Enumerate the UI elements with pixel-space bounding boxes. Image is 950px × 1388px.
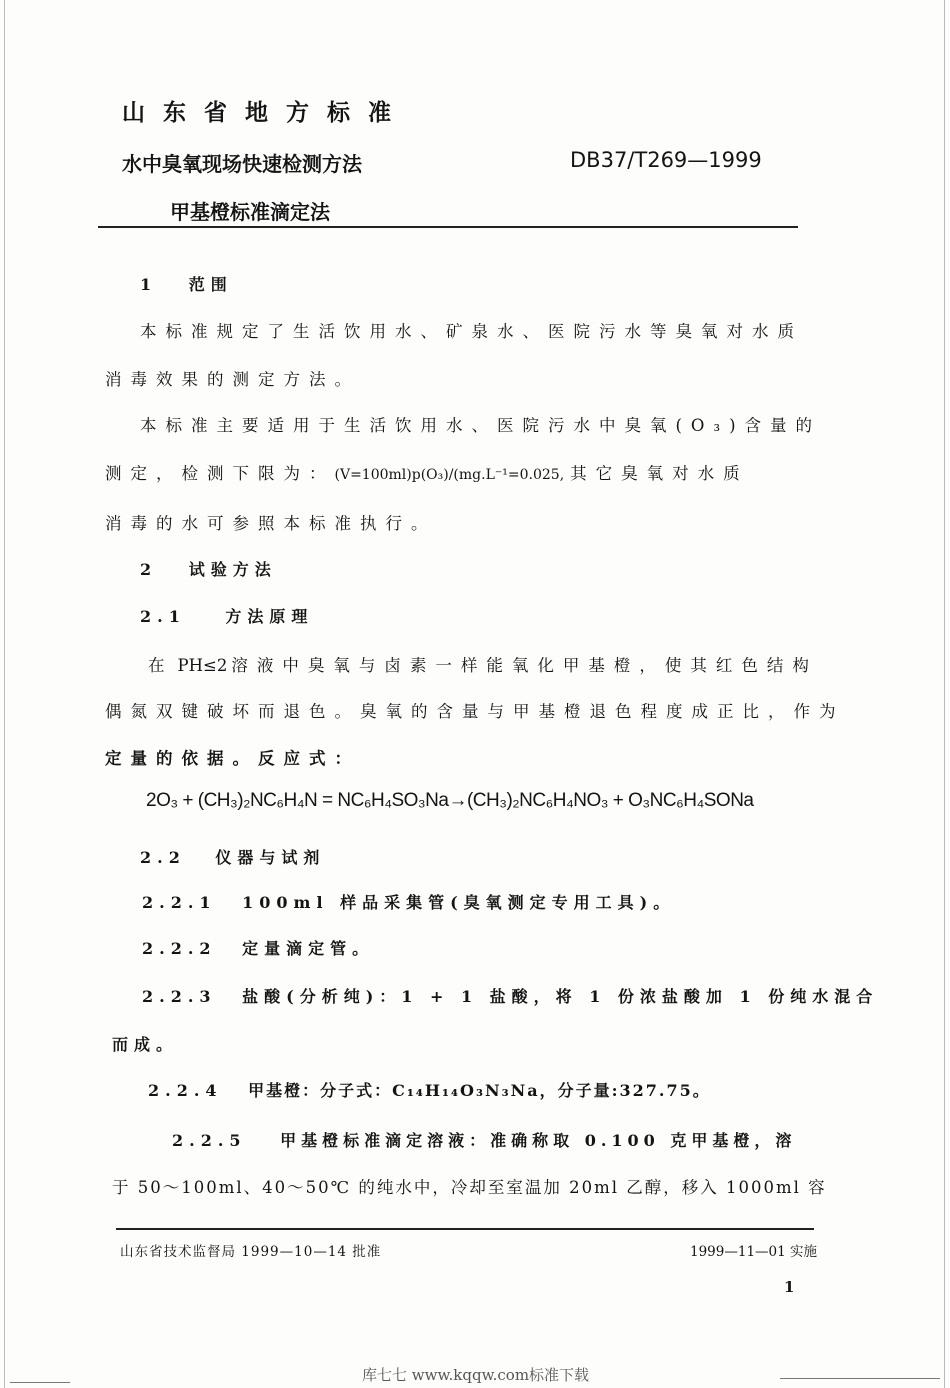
watermark: 库七七 www.kqqw.com标准下载: [362, 1366, 590, 1384]
item-text: 100ml 样品采集管(臭氧测定专用工具)。: [242, 893, 676, 912]
effective-date: 1999—11—01 实施: [690, 1244, 818, 1260]
bottom-dashed-rule: [780, 1378, 940, 1379]
approval-note: 山东省技术监督局 1999—10—14 批准: [120, 1244, 382, 1260]
item-text: 定量滴定管。: [242, 939, 375, 958]
paragraph-line: 测定，检测下限为：(V=100ml)p(O₃)/(mg.L⁻¹=0.025, 其它臭氧对水质: [105, 464, 749, 483]
item-number: 2.2.5: [172, 1131, 247, 1150]
item-text: 盐酸(分析纯)：1 + 1 盐酸，将 1 份浓盐酸加 1 份纯水混合: [242, 987, 879, 1006]
section-2-1-heading: [140, 604, 313, 627]
standard-category-title: 山东省地方标准: [122, 99, 409, 126]
standard-title-line1: 水中臭氧现场快速检测方法: [122, 152, 362, 176]
scan-edge-left: [4, 0, 5, 1388]
page-number: 1: [784, 1278, 795, 1296]
reaction-equation: 2O₃ + (CH₃)₂NC₆H₄N = NC₆H₄SO₃Na→(CH₃)₂NC₆H₄NO₃ + O₃NC₆H₄SONa: [146, 790, 754, 811]
section-number: 1: [140, 275, 158, 294]
item-number: 2.2.3: [142, 987, 217, 1006]
paragraph-line: 消毒的水可参照本标准执行。: [105, 514, 437, 533]
footer-rule: [116, 1228, 814, 1230]
section-2-heading: [140, 557, 277, 580]
paragraph-line: 偶氮双键破坏而退色。臭氧的含量与甲基橙退色程度成正比，作为: [105, 702, 845, 721]
item-2-2-5-continued: 于 50～100ml、40～50℃ 的纯水中，冷却至室温加 20ml 乙醇，移入 1000ml 容: [112, 1178, 827, 1197]
section-title: 试验方法: [188, 560, 277, 579]
item-2-2-5: [172, 1128, 796, 1151]
section-number: 2.2: [140, 848, 186, 867]
item-number: 2.2.2: [142, 939, 217, 958]
paragraph-line: 本标准主要适用于生活饮用水、医院污水中臭氧(O₃)含量的: [140, 416, 822, 435]
section-2-2-heading: [140, 845, 325, 868]
section-title: 仪器与试剂: [215, 848, 326, 867]
paragraph-line: 定量的依据。反应式：: [105, 749, 360, 768]
item-2-2-3-continued: 而成。: [112, 1035, 179, 1054]
paragraph-line: 本标准规定了生活饮用水、矿泉水、医院污水等臭氧对水质: [140, 322, 803, 341]
standard-code: DB37/T269—1999: [570, 148, 762, 172]
item-2-2-3: [142, 984, 878, 1007]
item-2-2-2: [142, 936, 374, 959]
item-number: 2.2.4: [148, 1081, 223, 1100]
item-number: 2.2.1: [142, 893, 217, 912]
paragraph-line: 在 PH≤2 溶液中臭氧与卤素一样能氧化甲基橙，使其红色结构: [148, 656, 818, 675]
scan-edge-right: [944, 0, 945, 1388]
item-text: 甲基橙：分子式：C₁₄H₁₄O₃N₃Na，分子量:327.75。: [248, 1081, 711, 1100]
section-title: 方法原理: [225, 607, 314, 626]
header-rule: [98, 226, 798, 228]
paragraph-line: 消毒效果的测定方法。: [105, 370, 360, 389]
section-1-heading: [140, 272, 233, 295]
bottom-dashed-rule: [10, 1382, 70, 1383]
section-number: 2: [140, 560, 158, 579]
item-2-2-1: [142, 890, 675, 913]
section-title: 范围: [188, 275, 233, 294]
standard-title-line2: 甲基橙标准滴定法: [170, 200, 330, 224]
item-2-2-4: [148, 1078, 711, 1101]
item-text: 甲基橙标准滴定溶液：准确称取 0.100 克甲基橙，溶: [280, 1131, 797, 1150]
section-number: 2.1: [140, 607, 186, 626]
